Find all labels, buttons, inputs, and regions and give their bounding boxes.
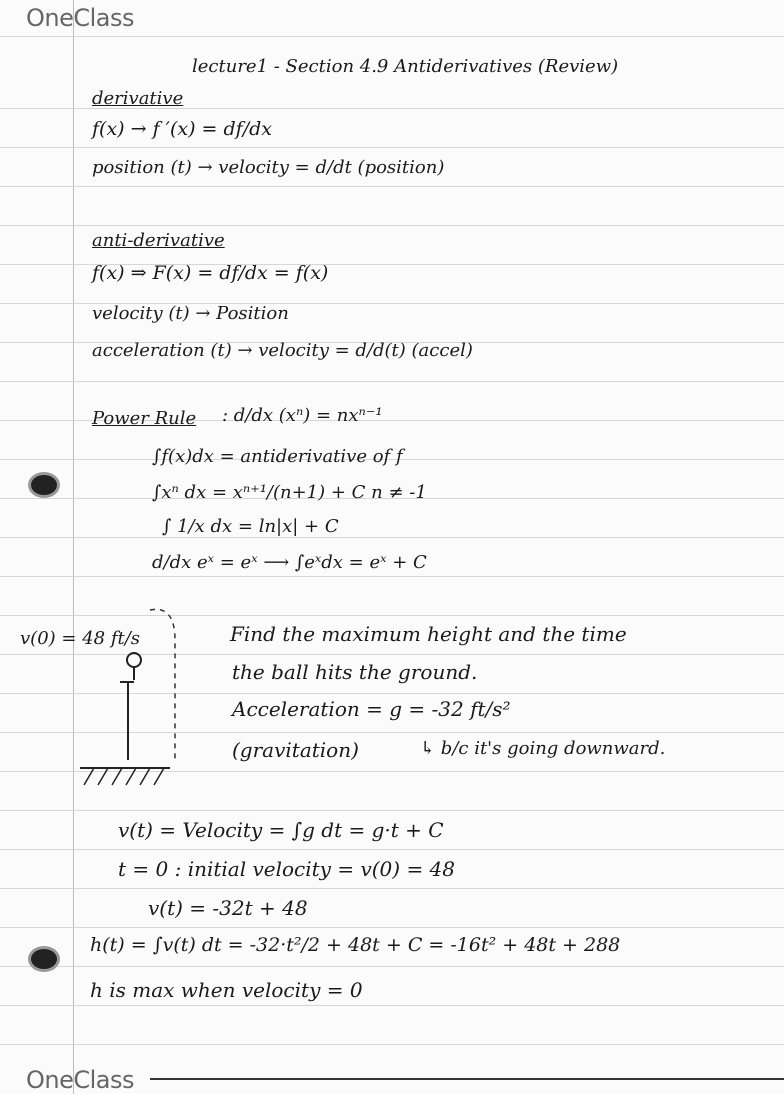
initial-velocity-label: v(0) = 48 ft/s [20, 628, 141, 649]
margin-line [73, 0, 74, 1094]
note-line: : d/dx (xⁿ) = nxⁿ⁻¹ [222, 405, 383, 426]
ball-diagram [80, 600, 200, 800]
oneclass-logo-bottom: OneClass [26, 1066, 135, 1094]
ruled-line [0, 381, 784, 382]
ruled-line [0, 186, 784, 187]
ruled-line [0, 1044, 784, 1045]
footer-rule [150, 1078, 784, 1080]
problem-note: ↳ b/c it's going downward. [420, 738, 666, 759]
note-line: d/dx eˣ = eˣ ⟶ ∫eˣdx = eˣ + C [152, 552, 427, 573]
problem-line: the ball hits the ground. [232, 660, 478, 684]
ruled-line [0, 810, 784, 811]
ruled-line [0, 576, 784, 577]
note-line: acceleration (t) → velocity = d/d(t) (accel) [92, 340, 473, 361]
ruled-line [0, 849, 784, 850]
note-line: position (t) → velocity = d/dt (position) [92, 157, 445, 178]
problem-line: (gravitation) [232, 738, 359, 762]
note-line: ∫f(x)dx = antiderivative of f [152, 446, 403, 467]
note-line: f(x) ⇒ F(x) = df/dx = f(x) [92, 262, 329, 284]
note-line: ∫ 1/x dx = ln|x| + C [162, 516, 339, 537]
solution-line: t = 0 : initial velocity = v(0) = 48 [118, 857, 456, 881]
ruled-line [0, 36, 784, 37]
note-title: lecture1 - Section 4.9 Antiderivatives (Review) [192, 56, 619, 77]
oneclass-logo-top: OneClass [26, 4, 135, 32]
solution-line: v(t) = Velocity = ∫g dt = g·t + C [118, 818, 444, 842]
note-line: velocity (t) → Position [92, 303, 289, 324]
ruled-line [0, 1005, 784, 1006]
binder-hole [28, 472, 60, 498]
ruled-line [0, 225, 784, 226]
solution-line: h(t) = ∫v(t) dt = -32·t²/2 + 48t + C = -16t² + 48t + 288 [90, 934, 621, 956]
solution-line: h is max when velocity = 0 [90, 978, 363, 1002]
ruled-line [0, 888, 784, 889]
heading-antiderivative: anti-derivative [92, 230, 225, 251]
solution-line: v(t) = -32t + 48 [148, 896, 308, 920]
heading-power-rule: Power Rule [92, 408, 197, 429]
ruled-line [0, 147, 784, 148]
note-line: f(x) → f ′(x) = df/dx [92, 118, 272, 140]
ruled-line [0, 927, 784, 928]
note-line: ∫xⁿ dx = xⁿ⁺¹/(n+1) + C n ≠ -1 [152, 482, 427, 503]
problem-line: Acceleration = g = -32 ft/s² [232, 697, 511, 721]
ruled-line [0, 966, 784, 967]
heading-derivative: derivative [92, 88, 184, 109]
binder-hole [28, 946, 60, 972]
problem-line: Find the maximum height and the time [230, 622, 627, 646]
ruled-line [0, 537, 784, 538]
